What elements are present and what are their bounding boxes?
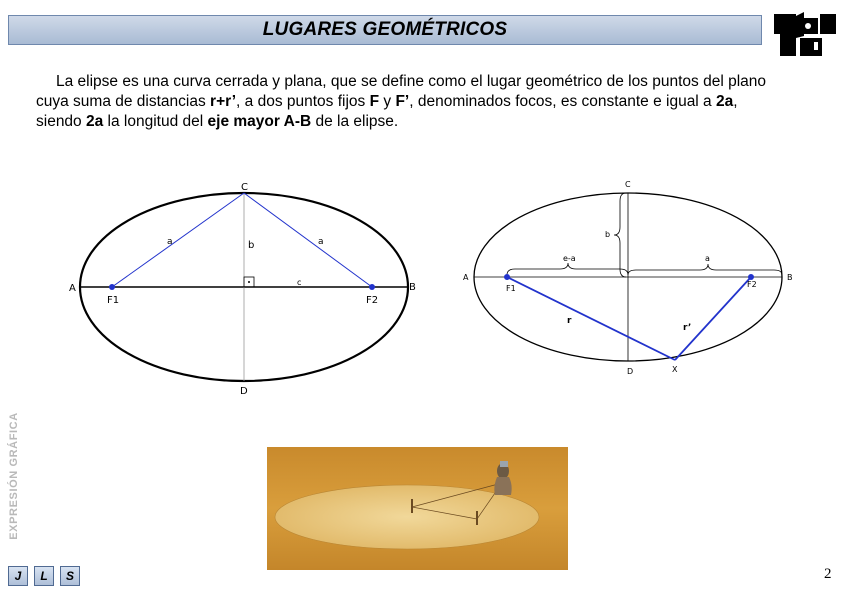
focus-point-f1: [109, 284, 115, 290]
intro-text: , siendo: [36, 93, 738, 130]
ellipse-diagram-2: [460, 176, 800, 388]
intro-bold: F’: [395, 93, 410, 110]
brace-a: [628, 264, 782, 275]
intro-text: y: [379, 93, 396, 110]
nav-buttons: [8, 566, 80, 586]
side-label-text: EXPRESIÓN GRÁFICA: [8, 412, 20, 540]
nav-button-s[interactable]: S: [60, 566, 80, 586]
focus-point-f1: [504, 274, 510, 280]
label-c: C: [241, 182, 248, 193]
label-f1: F1: [107, 295, 120, 306]
right-angle-dot: [248, 281, 250, 283]
label-c: C: [625, 180, 631, 189]
focal-line-r: [507, 277, 675, 360]
intro-bold: 2a: [85, 113, 104, 130]
label-x: X: [672, 365, 678, 374]
label-d: D: [627, 367, 634, 376]
page-number: 2: [824, 566, 832, 582]
intro-bold: 2a: [716, 93, 734, 110]
focal-line-left: [112, 193, 244, 287]
intro-text: de la elipse.: [311, 113, 399, 130]
brace-b: [614, 193, 626, 277]
label-b-length: b: [248, 240, 255, 251]
intro-paragraph: [36, 72, 766, 132]
label-a-left: a: [167, 237, 173, 247]
focus-point-f2: [369, 284, 375, 290]
title-bar: [8, 15, 762, 45]
label-f1: F1: [506, 284, 516, 293]
label-a: A: [463, 273, 469, 282]
university-logo: [770, 8, 840, 64]
label-f2: F2: [747, 280, 757, 289]
label-a: A: [69, 283, 76, 294]
intro-text: La elipse es una curva cerrada y plana, que se define como el lugar geométrico de los puntos del plano cuya suma de distancias: [36, 73, 767, 110]
nav-button-j[interactable]: J: [8, 566, 28, 586]
label-r: r: [567, 316, 572, 326]
label-r-prime: r’: [683, 323, 692, 333]
label-c-length: c: [297, 278, 302, 287]
intro-text: , denominados focos, es constante e igual a: [409, 93, 716, 110]
ellipse-gardener-illustration: [267, 447, 568, 570]
label-b: B: [409, 282, 416, 293]
intro-bold: eje mayor A-B: [207, 113, 312, 130]
intro-bold: F: [369, 93, 380, 110]
intro-text: la longitud del: [103, 113, 208, 130]
label-b: B: [787, 273, 793, 282]
label-a-length: a: [705, 254, 710, 263]
side-label: [4, 400, 24, 552]
label-e-a: e-a: [563, 254, 576, 263]
label-b-length: b: [605, 230, 611, 239]
page-title: LUGARES GEOMÉTRICOS: [262, 19, 508, 40]
label-d: D: [240, 386, 248, 397]
focal-line-right: [244, 193, 372, 287]
intro-text: , a dos puntos fijos: [236, 93, 370, 110]
brace-e-a: [507, 263, 628, 275]
label-f2: F2: [366, 295, 379, 306]
intro-bold: r+r’: [210, 93, 237, 110]
label-a-right: a: [318, 237, 324, 247]
ellipse-diagram-1: [60, 176, 430, 398]
nav-button-l[interactable]: L: [34, 566, 54, 586]
